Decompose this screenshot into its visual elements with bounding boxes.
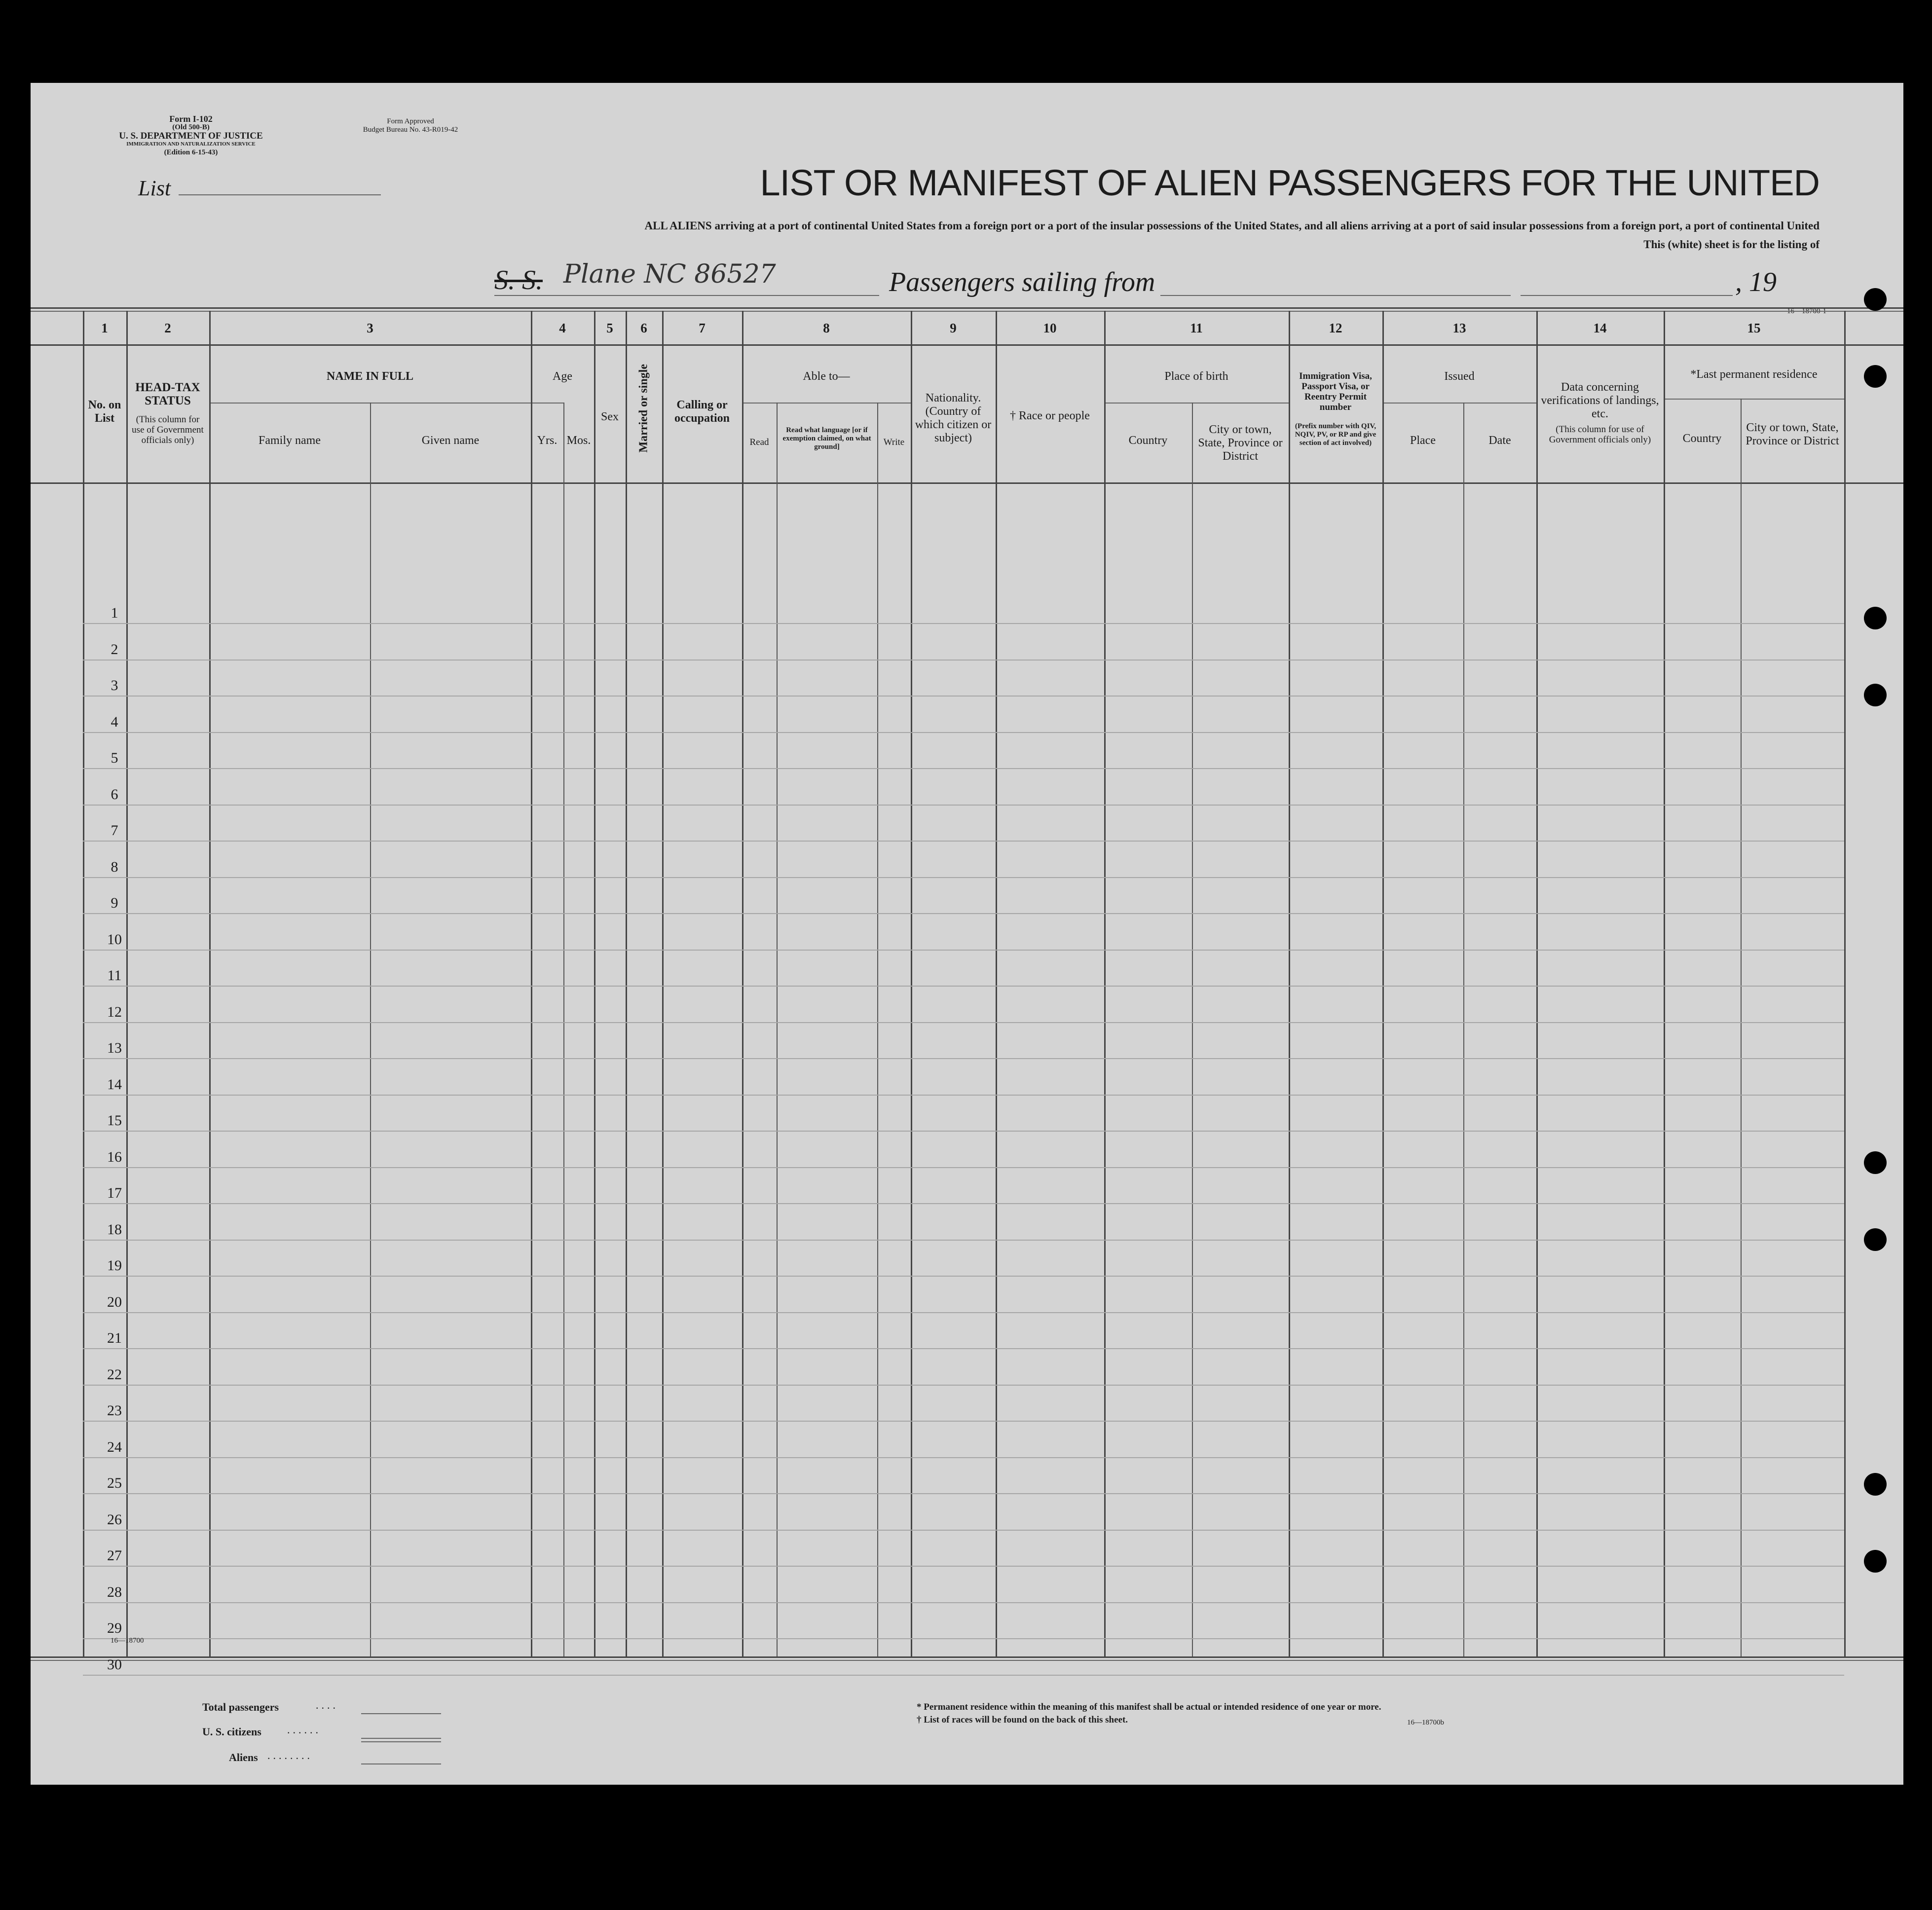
row-number: 1: [111, 605, 118, 621]
ship-name-handwritten: Plane NC 86527: [563, 259, 776, 289]
manifest-sheet: [31, 83, 1903, 1785]
age-subheader-rule: [531, 403, 563, 404]
header-calling: Calling or occupation: [674, 399, 730, 425]
header-issued-place: Place: [1410, 434, 1436, 447]
col-line: [742, 311, 743, 1656]
header-write: Write: [883, 437, 905, 447]
punch-hole: [1864, 288, 1887, 311]
row-number: 7: [111, 822, 118, 839]
row-number: 27: [107, 1547, 122, 1564]
footnote-races: † List of races will be found on the back of this sheet.: [917, 1715, 1128, 1725]
col-line: [911, 311, 912, 1656]
row-number: 9: [111, 895, 118, 911]
row-number: 11: [107, 967, 122, 984]
column-number-10: 10: [1043, 321, 1057, 335]
punch-hole: [1864, 1151, 1887, 1174]
row-rule: [83, 913, 1844, 914]
column-number-14: 14: [1593, 321, 1607, 335]
row-number: 2: [111, 641, 118, 658]
column-number-3: 3: [367, 321, 373, 335]
col-line: [777, 403, 778, 1656]
aliens-label: Aliens: [229, 1751, 258, 1763]
header-place-of-birth: Place of birth: [1164, 370, 1228, 383]
col-line: [1741, 399, 1742, 1656]
column-number-15: 15: [1747, 321, 1761, 335]
header-visa-note: (Prefix number with QIV, NQIV, PV, or RP and give section of act involved): [1295, 422, 1376, 447]
column-number-11: 11: [1190, 321, 1203, 335]
header-read: Read: [749, 437, 769, 447]
table-bottom-rule-2: [31, 1660, 1903, 1661]
row-rule: [83, 1638, 1844, 1639]
header-name-in-full: NAME IN FULL: [326, 370, 413, 383]
punch-hole: [1864, 1228, 1887, 1251]
column-number-12: 12: [1329, 321, 1342, 335]
col-line: [996, 311, 997, 1656]
row-number: 16: [107, 1149, 122, 1165]
form-edition: (Edition 6-15-43): [164, 148, 218, 156]
column-number-5: 5: [606, 321, 613, 335]
row-number: 4: [111, 714, 118, 730]
row-rule: [83, 1457, 1844, 1458]
col-line: [1463, 403, 1464, 1656]
column-number-1: 1: [101, 321, 108, 335]
residence-subheader-rule: [1664, 399, 1844, 400]
punch-hole: [1864, 1550, 1887, 1573]
header-issued-date: Date: [1488, 434, 1511, 447]
header-head-tax-note: (This column for use of Government officials only): [132, 414, 204, 445]
column-number-7: 7: [699, 321, 706, 335]
row-rule: [83, 841, 1844, 842]
row-number: 29: [107, 1620, 122, 1636]
header-data-note: (This column for use of Government officials only): [1549, 424, 1651, 445]
header-sex: Sex: [601, 410, 619, 423]
row-number: 30: [107, 1656, 122, 1673]
able-subheader-rule: [742, 403, 911, 404]
year-label: , 19: [1735, 267, 1777, 297]
col-line: [1664, 311, 1665, 1656]
form-number: Form I-102: [169, 114, 213, 124]
header-family-name: Family name: [259, 434, 321, 447]
list-number-line: [179, 194, 381, 195]
row-rule: [83, 1421, 1844, 1422]
column-number-13: 13: [1452, 321, 1466, 335]
col-line: [531, 311, 532, 1656]
col-line: [563, 403, 564, 1656]
sailing-date-line: [1521, 295, 1733, 296]
col-line: [1844, 311, 1846, 1656]
header-race: † Race or people: [1010, 409, 1090, 422]
column-number-2: 2: [164, 321, 171, 335]
row-rule: [83, 805, 1844, 806]
header-no-on-list: No. on List: [88, 399, 121, 425]
col-line: [626, 311, 627, 1656]
col-line: [1289, 311, 1290, 1656]
subtitle-line-1: ALL ALIENS arriving at a port of continental United States from a foreign port or a port of the insular possessions of the United States, and all aliens arriving at a port of said insular possessions from a foreign port, a port of continental United: [644, 220, 1820, 232]
row-number: 26: [107, 1511, 122, 1528]
header-lr-country: Country: [1682, 432, 1722, 445]
row-rule: [83, 732, 1844, 733]
aliens-dots: ........: [267, 1749, 313, 1762]
print-code-top: 16—18700-1: [1787, 307, 1826, 315]
table-top-rule-2: [31, 311, 1903, 312]
approval-block: [336, 117, 484, 134]
row-rule: [83, 877, 1844, 878]
form-approved: Form Approved: [387, 117, 434, 125]
row-number: 6: [111, 786, 118, 803]
row-rule: [83, 1276, 1844, 1277]
row-rule: [83, 1131, 1844, 1132]
row-rule: [83, 1493, 1844, 1494]
row-number: 8: [111, 859, 118, 875]
row-number: 12: [107, 1004, 122, 1020]
row-rule: [83, 1675, 1844, 1676]
col-line: [662, 311, 664, 1656]
row-number: 10: [107, 931, 122, 948]
header-given-name: Given name: [421, 434, 480, 447]
row-number: 21: [107, 1330, 122, 1346]
row-rule: [83, 1348, 1844, 1349]
header-age-mos: Mos.: [566, 434, 591, 447]
table-top-rule: [31, 307, 1903, 309]
row-rule: [83, 696, 1844, 697]
print-code-footnote: 16—18700b: [1407, 1719, 1444, 1726]
header-nationality: Nationality. (Country of which citizen or subject): [915, 392, 992, 444]
page-title: LIST OR MANIFEST OF ALIEN PASSENGERS FOR THE UNITED: [760, 162, 1820, 203]
col-line: [370, 403, 371, 1656]
column-number-9: 9: [950, 321, 957, 335]
row-rule: [83, 1602, 1844, 1603]
row-number: 5: [111, 750, 118, 766]
header-pob-country: Country: [1128, 434, 1168, 447]
header-able-to: Able to—: [803, 370, 850, 383]
header-pob-city: City or town, State, Province or District: [1198, 423, 1283, 463]
header-age-yrs: Yrs.: [537, 434, 557, 447]
col-line: [209, 311, 211, 1656]
row-rule: [83, 1022, 1844, 1023]
row-rule: [83, 1312, 1844, 1313]
print-code-bottom: 16—18700: [111, 1637, 144, 1645]
col-line: [594, 311, 595, 1656]
budget-bureau-number: Budget Bureau No. 43-R019-42: [363, 126, 458, 134]
row-rule: [83, 1530, 1844, 1531]
us-citizens-line[interactable]: [361, 1738, 441, 1739]
row-rule: [83, 623, 1844, 624]
table-bottom-rule: [31, 1656, 1903, 1658]
list-label: List: [138, 176, 171, 200]
col-line: [1192, 403, 1193, 1656]
row-rule: [83, 986, 1844, 987]
form-old-number: (Old 500-B): [172, 123, 210, 131]
header-married-or-single: Married or single: [637, 364, 650, 453]
punch-hole: [1864, 684, 1887, 706]
col-line: [1382, 311, 1384, 1656]
ship-prefix: S. S.: [494, 265, 543, 295]
col-line: [1536, 311, 1538, 1656]
row-number: 23: [107, 1402, 122, 1419]
row-number: 22: [107, 1366, 122, 1383]
total-passengers-dots: ....: [316, 1699, 338, 1711]
row-number: 24: [107, 1439, 122, 1455]
header-data-concerning: Data concerning verifications of landings, etc.: [1541, 381, 1659, 420]
header-lr-city: City or town, State, Province or District: [1746, 421, 1839, 447]
row-number: 18: [107, 1221, 122, 1238]
row-number: 15: [107, 1112, 122, 1129]
column-number-rule: [31, 344, 1903, 346]
service-name: IMMIGRATION AND NATURALIZATION SERVICE: [126, 141, 256, 147]
col-line: [877, 403, 878, 1656]
total-passengers-line[interactable]: [361, 1713, 441, 1714]
us-citizens-dots: ......: [287, 1724, 321, 1736]
row-number: 20: [107, 1294, 122, 1310]
row-rule: [83, 1385, 1844, 1386]
issued-subheader-rule: [1382, 403, 1536, 404]
birth-subheader-rule: [1104, 403, 1289, 404]
column-number-6: 6: [640, 321, 647, 335]
passengers-sailing-label: Passengers sailing from: [889, 267, 1155, 297]
subtitle-line-2: This (white) sheet is for the listing of: [1643, 238, 1820, 251]
row-number: 19: [107, 1257, 122, 1274]
header-age: Age: [553, 370, 572, 383]
department-name: U. S. DEPARTMENT OF JUSTICE: [119, 131, 263, 141]
row-rule: [83, 1167, 1844, 1168]
header-bottom-rule: [31, 482, 1903, 484]
punch-hole: [1864, 365, 1887, 388]
row-number: 13: [107, 1040, 122, 1056]
row-number: 28: [107, 1584, 122, 1600]
row-rule: [83, 1095, 1844, 1096]
row-rule: [83, 768, 1844, 769]
ship-name-line: [494, 295, 879, 296]
total-passengers-label: Total passengers: [202, 1701, 279, 1713]
row-rule: [83, 660, 1844, 661]
header-read-language: Read what language [or if exemption claimed, on what ground]: [782, 426, 871, 451]
column-number-8: 8: [823, 321, 830, 335]
row-number: 17: [107, 1185, 122, 1201]
col-line: [83, 311, 84, 1656]
header-visa: Immigration Visa, Passport Visa, or Reentry Permit number: [1299, 371, 1372, 412]
aliens-line[interactable]: [361, 1763, 441, 1764]
row-number: 14: [107, 1076, 122, 1093]
header-last-residence: *Last permanent residence: [1690, 368, 1818, 381]
form-number-block: [114, 115, 267, 157]
footnote-permanent-residence: * Permanent residence within the meaning of this manifest shall be actual or intended residence of one year or more.: [917, 1702, 1381, 1712]
row-rule: [83, 1566, 1844, 1567]
us-citizens-label: U. S. citizens: [202, 1726, 261, 1738]
row-rule: [83, 1240, 1844, 1241]
punch-hole: [1864, 1473, 1887, 1496]
row-rule: [83, 1058, 1844, 1059]
row-rule: [83, 1203, 1844, 1204]
column-number-4: 4: [559, 321, 566, 335]
us-citizens-line-2: [361, 1741, 441, 1742]
header-issued: Issued: [1444, 370, 1475, 383]
punch-hole: [1864, 607, 1887, 629]
row-number: 25: [107, 1475, 122, 1491]
row-rule: [83, 950, 1844, 951]
sailing-port-line: [1160, 295, 1511, 296]
row-number: 3: [111, 677, 118, 694]
col-line: [1104, 311, 1106, 1656]
header-head-tax: HEAD-TAX STATUS: [135, 381, 200, 407]
